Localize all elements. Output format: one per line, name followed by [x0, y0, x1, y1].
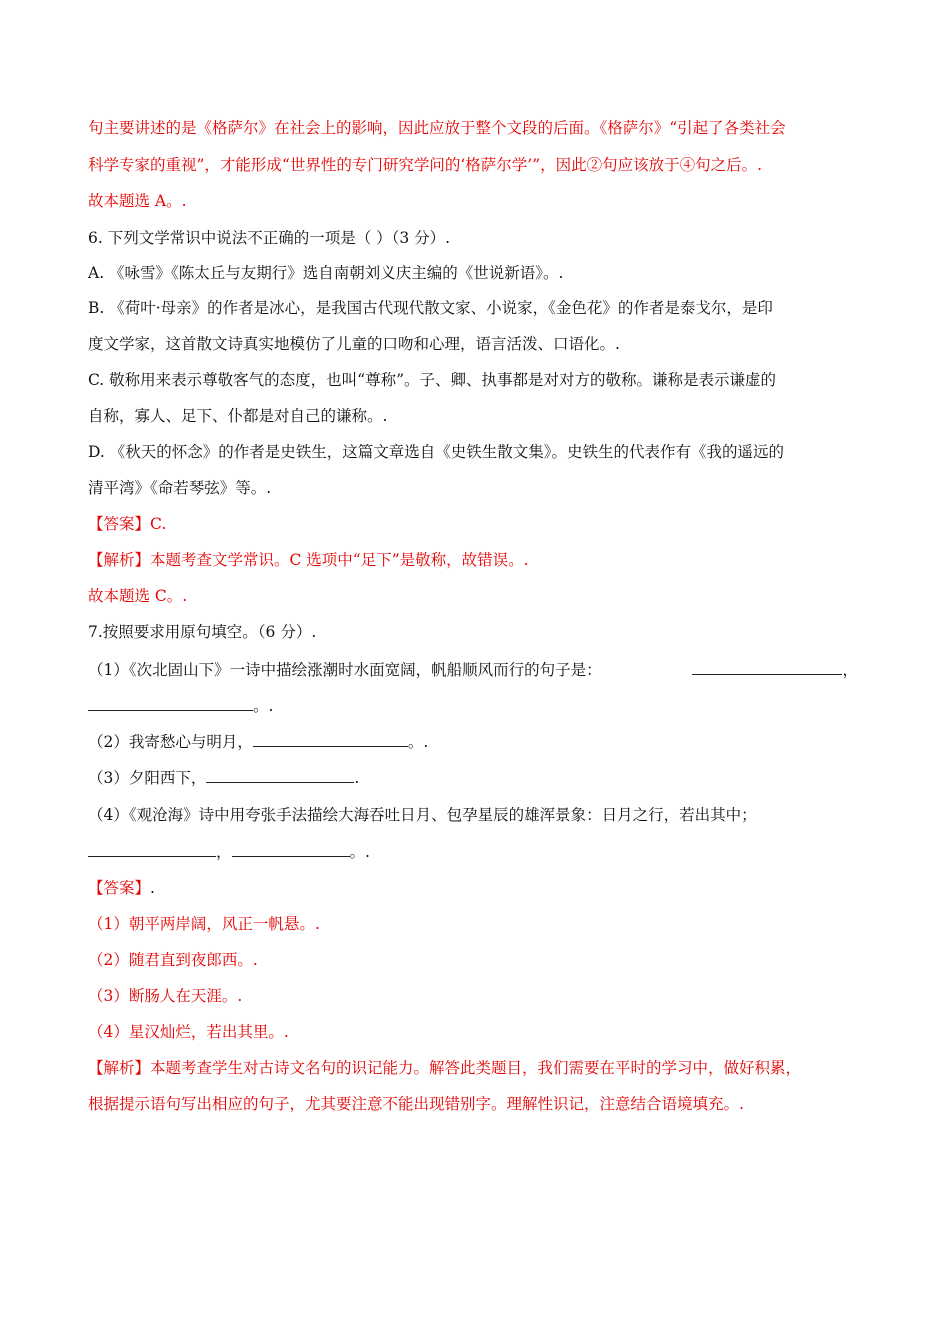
- q7-answer-1: （1）朝平两岸阔，风正一帆悬。.: [88, 915, 320, 933]
- q7-item-1-text: （1）《次北固山下》一诗中描绘涨潮时水面宽阔，帆船顺风而行的句子是：: [88, 661, 602, 679]
- q7-item-2: [88, 732, 428, 752]
- q6-option-c-line-1: C. 敬称用来表示尊敬客气的态度，也叫“尊称”。子、卿、执事都是对对方的敬称。谦称是表示谦虚的: [88, 371, 777, 389]
- analysis-text: 本题考查学生对古诗文名句的识记能力。解答此类题目，我们需要在平时的学习中，做好积累，: [150, 1059, 802, 1077]
- prev-explanation-line-2: 科学专家的重视”，才能形成“世界性的专门研究学问的‘格萨尔学’”，因此②句应该放于④句之后。.: [88, 156, 763, 174]
- prev-explanation-line-3: 故本题选 A。.: [88, 192, 187, 210]
- q7-answer-2: （2）随君直到夜郎西。.: [88, 951, 258, 969]
- answer-blank[interactable]: [206, 768, 354, 783]
- analysis-tag: 【解析】: [88, 551, 151, 569]
- q7-item-3-text: （3）夕阳西下，: [88, 769, 207, 787]
- q7-item-3-end: .: [354, 769, 360, 787]
- answer-tail: .: [150, 879, 155, 897]
- q7-answer-4: （4）星汉灿烂，若出其里。.: [88, 1023, 289, 1041]
- q6-option-b-line-1: B. 《荷叶·母亲》的作者是冰心，是我国古代现代散文家、小说家，《金色花》的作者是泰戈尔，是印: [88, 299, 773, 317]
- answer-blank[interactable]: [88, 696, 253, 711]
- answer-blank[interactable]: [88, 842, 216, 857]
- q6-answer: [88, 514, 166, 534]
- q7-answer-3: （3）断肠人在天涯。.: [88, 987, 243, 1005]
- q6-stem: 6. 下列文学常识中说法不正确的一项是（ ）（3 分）.: [88, 229, 451, 247]
- q6-analysis: [88, 550, 529, 570]
- answer-blank[interactable]: [232, 842, 350, 857]
- q7-item-4-comma: ，: [216, 843, 232, 861]
- q7-item-2-text: （2）我寄愁心与明月，: [88, 733, 253, 751]
- q7-item-4-line-1: （4）《观沧海》诗中用夸张手法描绘大海吞吐日月、包孕星辰的雄浑景象：日月之行，若出其中；: [88, 806, 757, 824]
- q7-analysis-line-1: [88, 1058, 801, 1078]
- q6-option-d-line-2: 清平湾》《命若琴弦》等。.: [88, 479, 272, 497]
- q7-item-2-end: 。.: [407, 733, 429, 751]
- q7-stem: 7.按照要求用原句填空。（6 分）.: [88, 623, 317, 641]
- q6-option-b-line-2: 度文学家，这首散文诗真实地模仿了儿童的口吻和心理，语言活泼、口语化。.: [88, 335, 620, 353]
- answer-tag: 【答案】: [88, 879, 151, 897]
- q7-item-1-line-2: [88, 696, 273, 716]
- q6-option-a: A. 《咏雪》《陈太丘与友期行》选自南朝刘义庆主编的《世说新语》。.: [88, 264, 564, 282]
- q7-item-1-line-1: [88, 660, 858, 680]
- analysis-text: 本题考查文学常识。C 选项中“足下”是敬称，故错误。.: [150, 551, 529, 569]
- q6-option-d-line-1: D. 《秋天的怀念》的作者是史铁生，这篇文章选自《史铁生散文集》。史铁生的代表作有《我的遥远的: [88, 443, 784, 461]
- q7-answer: [88, 878, 155, 898]
- answer-value: C.: [150, 515, 167, 533]
- q7-item-3: [88, 768, 359, 788]
- analysis-tag: 【解析】: [88, 1059, 151, 1077]
- q6-conclusion: 故本题选 C。.: [88, 587, 188, 605]
- answer-blank[interactable]: [692, 660, 842, 675]
- prev-explanation-line-1: 句主要讲述的是《格萨尔》在社会上的影响，因此应放于整个文段的后面。《格萨尔》“引起了各类社会: [88, 119, 786, 137]
- q7-item-4-line-2: [88, 842, 370, 862]
- answer-blank[interactable]: [253, 732, 408, 747]
- answer-tag: 【答案】: [88, 515, 151, 533]
- q7-item-1-end: 。.: [253, 697, 274, 715]
- q7-item-4-end: 。.: [349, 843, 370, 861]
- q6-option-c-line-2: 自称，寡人、足下、仆都是对自己的谦称。.: [88, 407, 388, 425]
- q7-item-1-comma: ，: [842, 661, 858, 679]
- q7-analysis-line-2: 根据提示语句写出相应的句子，尤其要注意不能出现错别字。理解性识记，注意结合语境填充。.: [88, 1095, 744, 1113]
